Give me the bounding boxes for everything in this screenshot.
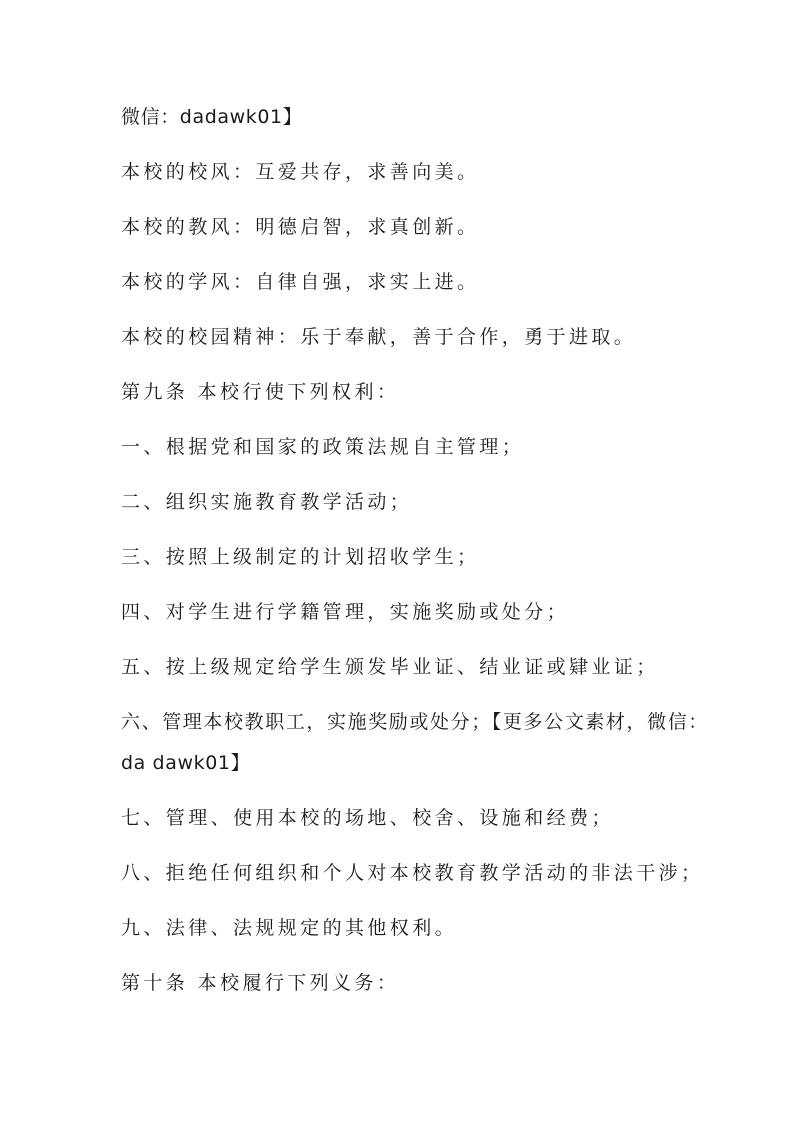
article-ten-heading: 第十条 本校履行下列义务： (121, 972, 400, 994)
text-line-school-motto: 本校的校风：互爱共存，求善向美。 (121, 161, 480, 183)
list-item-right-7: 七、管理、使用本校的场地、校舍、设施和经费； (121, 807, 614, 829)
article-nine-heading: 第九条 本校行使下列权利： (121, 381, 400, 403)
list-item-right-9: 九、法律、法规规定的其他权利。 (121, 917, 458, 939)
list-item-right-6-continuation: da dawk01】 (121, 752, 251, 774)
text-line-wechat-continuation: 微信：dadawk01】 (121, 106, 303, 128)
list-item-right-5: 五、按上级规定给学生颁发毕业证、结业证或肄业证； (121, 656, 659, 678)
text-line-campus-spirit: 本校的校园精神：乐于奉献，善于合作，勇于进取。 (121, 326, 637, 348)
list-item-right-6: 六、管理本校教职工，实施奖励或处分；【更多公文素材，微信： (121, 711, 709, 733)
text-line-teaching-style: 本校的教风：明德启智，求真创新。 (121, 216, 480, 238)
list-item-right-2: 二、组织实施教育教学活动； (121, 491, 413, 513)
list-item-right-3: 三、按照上级制定的计划招收学生； (121, 546, 480, 568)
list-item-right-1: 一、根据党和国家的政策法规自主管理； (121, 436, 525, 458)
list-item-right-8: 八、拒绝任何组织和个人对本校教育教学活动的非法干涉； (121, 862, 704, 884)
list-item-right-4: 四、对学生进行学籍管理，实施奖励或处分； (121, 601, 570, 623)
text-line-study-style: 本校的学风：自律自强，求实上进。 (121, 271, 480, 293)
